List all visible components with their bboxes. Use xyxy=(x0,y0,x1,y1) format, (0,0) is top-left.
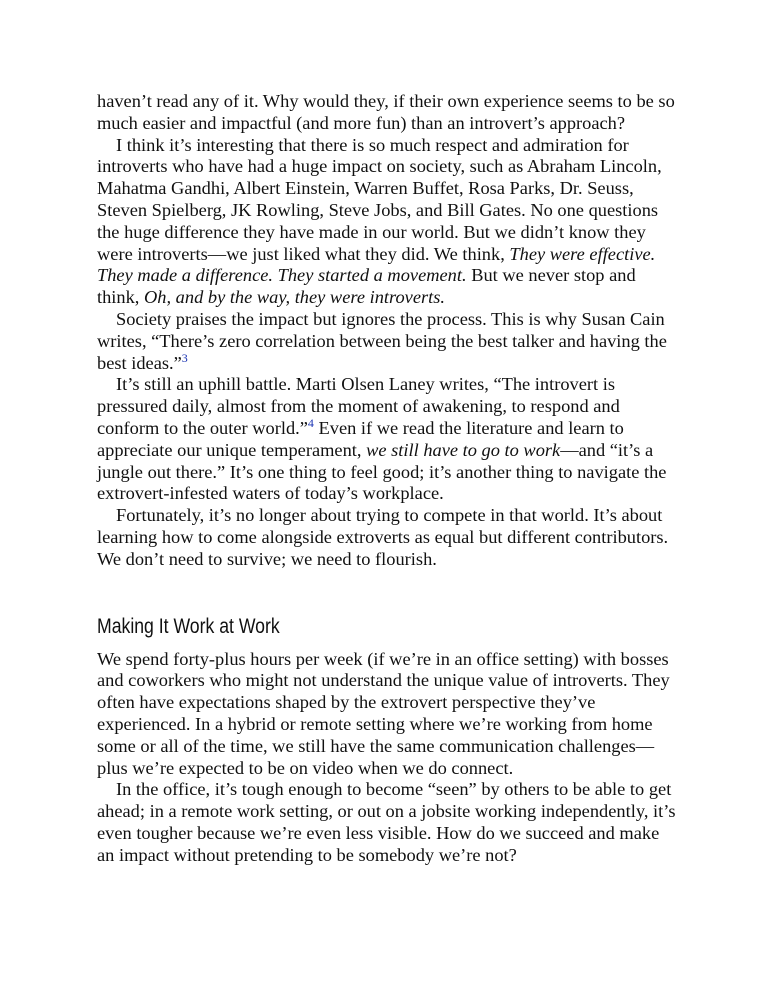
paragraph-6 xyxy=(97,649,679,780)
paragraph-7-text: In the office, it’s tough enough to become “seen” by others to be able to get ahead; in a remote work setting, or out on a jobsite working independently, it’s even tougher because we’re even less visible. How do we succeed and make an impact without pretending to be somebody we’re not? xyxy=(97,779,676,865)
paragraph-2-text-2: But we never stop and think, xyxy=(97,265,636,308)
paragraph-4-text-1: It’s still an uphill battle. Marti Olsen Laney writes, “The introvert is pressured daily, almost from the moment of awakening, to respond and conform to the outer world.” xyxy=(97,374,620,438)
paragraph-4 xyxy=(97,374,679,505)
paragraph-1 xyxy=(97,91,679,135)
paragraph-4-text-2: Even if we read the literature and learn to appreciate our unique temperament, xyxy=(97,417,624,460)
paragraph-5-text: Fortunately, it’s no longer about trying to compete in that world. It’s about learning how to come alongside extroverts as equal but different contributors. We don’t need to survive; we need to flourish. xyxy=(97,505,669,569)
paragraph-2-text-1: I think it’s interesting that there is so much respect and admiration for introverts who have had a huge impact on society, such as Abraham Lincoln, Mahatma Gandhi, Albert Einstein, Warren Buffet, Rosa Parks, Dr. Seuss, Steven Spielberg, JK Rowling, Steve Jobs, and Bill Gates. No one questions the huge difference they have made in our world. But we didn’t know they were introverts—we just liked what they did. We think, xyxy=(97,134,662,264)
paragraph-2 xyxy=(97,135,679,309)
paragraph-2-italic-1: They were effective. They made a difference. They started a movement. xyxy=(97,243,656,286)
page-body xyxy=(97,91,679,867)
section-heading: Making It Work at Work xyxy=(97,614,280,638)
paragraph-7 xyxy=(97,779,679,866)
paragraph-3-text: Society praises the impact but ignores the process. This is why Susan Cain writes, “There’s zero correlation between being the best talker and having the best ideas.” xyxy=(97,308,667,373)
paragraph-4-text-3: —and “it’s a jungle out there.” It’s one thing to feel good; it’s another thing to navigate the extrovert-infested waters of today’s workplace. xyxy=(97,439,667,504)
footnote-ref-4[interactable]: 4 xyxy=(307,415,314,430)
paragraph-4-italic-1: we still have to go to work xyxy=(366,439,561,460)
paragraph-6-text: We spend forty-plus hours per week (if we’re in an office setting) with bosses and coworkers who might not understand the unique value of introverts. They often have expectations shaped by the extrovert perspective they’ve experienced. In a hybrid or remote setting where we’re working from home some or all of the time, we still have the same communication challenges—plus we’re expected to be on video when we do connect. xyxy=(97,648,670,778)
paragraph-1-text: haven’t read any of it. Why would they, if their own experience seems to be so much easier and impactful (and more fun) than an introvert’s approach? xyxy=(97,91,675,133)
paragraph-3 xyxy=(97,309,679,374)
paragraph-2-italic-2: Oh, and by the way, they were introverts. xyxy=(144,287,446,308)
footnote-ref-3[interactable]: 3 xyxy=(181,350,188,365)
paragraph-5 xyxy=(97,505,679,570)
